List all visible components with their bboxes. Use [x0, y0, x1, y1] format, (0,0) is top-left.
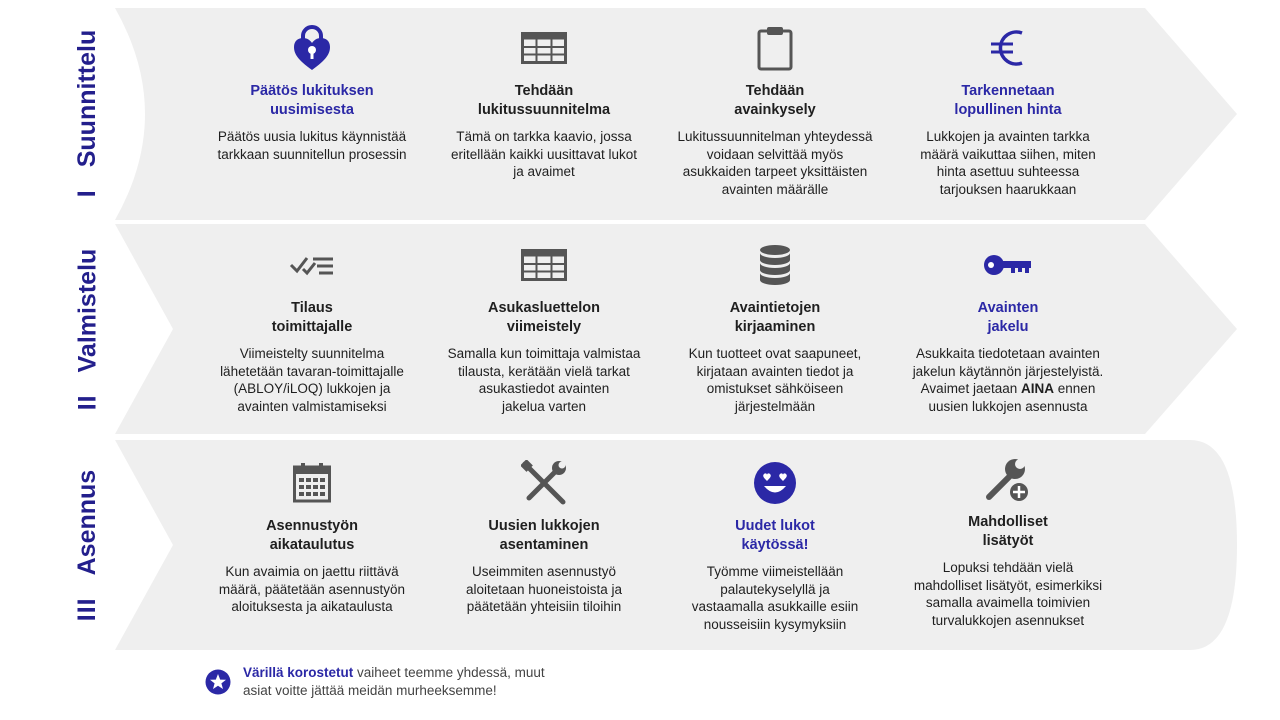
step-title: Avainten jakelu — [977, 300, 1039, 335]
step-title: Tehdään lukitussuunnitelma — [477, 83, 611, 118]
step-description: Viimeistelty suunnitelma lähetetään tavaran-toimittajalle (ABLOY/iLOQ) lukkojen ja avainten valmistamiseksi — [220, 346, 404, 414]
step-description: Työmme viimeistellään palautekyselyllä ja vastaamalla asukkaille esiin nousseisiin kysymyksiin — [691, 564, 859, 632]
step-description: Tämä on tarkka kaavio, jossa eritellään kaikki uusittavat lukot ja avaimet — [450, 129, 638, 179]
step-title: Tehdään avainkysely — [734, 83, 816, 118]
phase-number: III — [73, 596, 102, 621]
checklist-icon — [207, 239, 417, 291]
tools-icon — [439, 457, 649, 509]
step-title: Asukasluettelon viimeistely — [488, 300, 600, 335]
database-icon — [670, 239, 880, 291]
key-icon — [903, 239, 1113, 291]
step-avaintiedot — [670, 239, 880, 415]
step-avainten-jakelu — [903, 239, 1113, 415]
heart-lock-icon — [207, 22, 417, 74]
step-lisatyot — [903, 453, 1113, 629]
step-description: Lukkojen ja avainten tarkka määrä vaikuttaa siihen, miten hinta asettuu suhteessa tarjouksen haarukkaan — [920, 129, 1096, 197]
step-tilaus — [207, 239, 417, 415]
step-description: Lukitussuunnitelman yhteydessä voidaan selvittää myös asukkaiden tarpeet yksittäisten avainten määrälle — [677, 129, 873, 197]
step-title: Avaintietojen kirjaaminen — [729, 300, 821, 335]
step-description: Samalla kun toimittaja valmistaa tilausta, kerätään vielä tarkat asukastiedot avainten jakelua varten — [447, 346, 641, 414]
step-description: Kun tuotteet ovat saapuneet, kirjataan avainten tiedot ja omistukset sähköiseen järjestelmään — [688, 346, 862, 414]
step-asukasluettelo — [439, 239, 649, 415]
footnote — [205, 664, 545, 699]
step-title: Mahdolliset lisätyöt — [968, 514, 1048, 549]
step-kaytossa — [670, 457, 880, 633]
step-title: Tarkennetaan lopullinen hinta — [954, 83, 1062, 118]
step-title: Asennustyön aikataulutus — [266, 518, 358, 553]
table-grid-icon — [439, 239, 649, 291]
step-asentaminen — [439, 457, 649, 616]
step-title: Tilaus toimittajalle — [271, 300, 353, 335]
star-icon — [205, 669, 231, 695]
step-title: Päätös lukituksen uusimisesta — [250, 83, 374, 118]
step-description: Useimmiten asennustyö aloitetaan huoneistoista ja päätetään yhteisiin tiloihin — [465, 564, 623, 614]
step-aikataulutus — [207, 457, 417, 616]
footnote-text: Värillä korostetut vaiheet teemme yhdessä, muut asiat voitte jättää meidän murheeksemme! — [243, 665, 545, 698]
phase-name: Suunnittelu — [73, 29, 102, 167]
step-description: Asukkaita tiedotetaan avainten jakelun käytännön järjestelyistä. Avaimet jaetaan AINA ennen uusien lukkojen asennusta — [912, 346, 1104, 414]
smiley-icon — [670, 457, 880, 509]
euro-icon — [903, 22, 1113, 74]
step-title: Uusien lukkojen asentaminen — [488, 518, 600, 553]
step-description: Lopuksi tehdään vielä mahdolliset lisätyöt, esimerkiksi samalla avaimella toimivien turvalukkojen asennukset — [913, 560, 1103, 628]
step-hinta — [903, 22, 1113, 198]
phase-name: Asennus — [73, 469, 102, 575]
phase-number: II — [73, 393, 102, 410]
step-paatos — [207, 22, 417, 163]
table-grid-icon — [439, 22, 649, 74]
step-description: Päätös uusia lukitus käynnistää tarkkaan suunnitellun prosessin — [217, 129, 407, 162]
wrench-plus-icon — [903, 453, 1113, 505]
phase-number: I — [73, 188, 102, 197]
step-description: Kun avaimia on jaettu riittävä määrä, päätetään asennustyön aloituksesta ja aikataulusta — [218, 564, 406, 614]
phase-name: Valmistelu — [73, 248, 102, 372]
clipboard-icon — [670, 22, 880, 74]
step-title: Uudet lukot käytössä! — [735, 518, 815, 553]
step-avainkysely — [670, 22, 880, 198]
step-lukitussuunnitelma — [439, 22, 649, 181]
calendar-icon — [207, 457, 417, 509]
